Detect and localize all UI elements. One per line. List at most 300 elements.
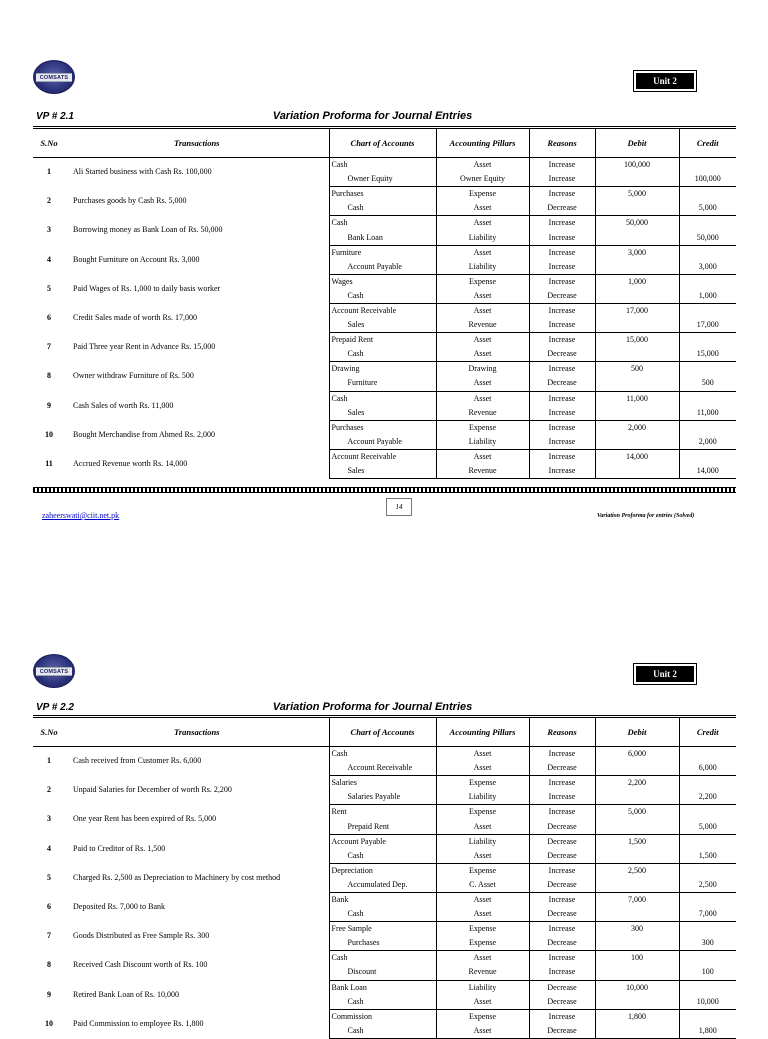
reason: Increase [529, 805, 595, 820]
serial-number: 2 [47, 785, 51, 795]
debit-amount: 15,000 [595, 333, 679, 348]
accounting-pillar: Asset [436, 951, 529, 966]
debit-amount: 14,000 [595, 449, 679, 464]
credit-amount: 15,000 [679, 347, 736, 362]
accounting-pillar: Asset [436, 303, 529, 318]
column-header: Debit [595, 128, 679, 158]
reason: Decrease [529, 347, 595, 362]
column-header: Credit [679, 717, 736, 747]
debit-amount [595, 230, 679, 245]
vp-number: VP # 2.2 [36, 702, 74, 713]
credit-amount: 100 [679, 965, 736, 980]
table-row-debit [33, 892, 736, 907]
chart-of-account: Prepaid Rent [329, 819, 436, 834]
reason: Decrease [529, 907, 595, 922]
reason: Increase [529, 318, 595, 333]
credit-amount: 500 [679, 376, 736, 391]
debit-amount [595, 819, 679, 834]
reason: Increase [529, 391, 595, 406]
accounting-pillar: Expense [436, 936, 529, 951]
column-header: Chart of Accounts [329, 128, 436, 158]
chart-of-account: Account Receivable [329, 761, 436, 776]
serial-number: 10 [45, 429, 53, 439]
table-row-debit [33, 747, 736, 762]
accounting-pillar: Asset [436, 1024, 529, 1039]
transaction-description: Owner withdraw Furniture of Rs. 500 [73, 371, 194, 381]
credit-amount: 2,500 [679, 878, 736, 893]
credit-amount [679, 158, 736, 173]
serial-number: 11 [45, 458, 53, 468]
debit-amount: 1,800 [595, 1009, 679, 1024]
transaction-description: Borrowing money as Bank Loan of Rs. 50,000 [73, 225, 223, 235]
chart-of-account: Cash [329, 1024, 436, 1039]
reason: Increase [529, 965, 595, 980]
credit-amount: 300 [679, 936, 736, 951]
credit-amount: 5,000 [679, 819, 736, 834]
column-header: Transactions [65, 717, 329, 747]
reason: Increase [529, 187, 595, 202]
chart-of-account: Purchases [329, 420, 436, 435]
reason: Increase [529, 464, 595, 479]
reason: Increase [529, 158, 595, 173]
reason: Increase [529, 274, 595, 289]
transaction-description: Charged Rs. 2,500 as Depreciation to Machinery by cost method [73, 872, 281, 882]
table-row-debit [33, 187, 736, 202]
chart-of-account: Cash [329, 347, 436, 362]
debit-amount [595, 289, 679, 304]
serial-number: 8 [47, 960, 51, 970]
table-header-row [33, 128, 736, 158]
reason: Increase [529, 260, 595, 275]
reason: Increase [529, 790, 595, 805]
serial-number: 7 [47, 931, 51, 941]
unit-badge [633, 663, 697, 685]
table-row-debit [33, 391, 736, 406]
debit-amount [595, 347, 679, 362]
reason: Decrease [529, 995, 595, 1010]
reason: Decrease [529, 201, 595, 216]
credit-amount [679, 980, 736, 995]
credit-amount: 6,000 [679, 761, 736, 776]
serial-number: 10 [45, 1018, 53, 1028]
table-row-debit [33, 245, 736, 260]
credit-amount: 50,000 [679, 230, 736, 245]
reason: Decrease [529, 1024, 595, 1039]
serial-number: 1 [47, 167, 51, 177]
debit-amount [595, 761, 679, 776]
debit-amount [595, 878, 679, 893]
unit-badge [633, 70, 697, 92]
debit-amount: 5,000 [595, 187, 679, 202]
credit-amount: 5,000 [679, 201, 736, 216]
transaction-description: Ali Started business with Cash Rs. 100,000 [73, 167, 212, 177]
credit-amount [679, 420, 736, 435]
chart-of-account: Commission [329, 1009, 436, 1024]
serial-number: 9 [47, 400, 51, 410]
credit-amount [679, 922, 736, 937]
transaction-description: Cash received from Customer Rs. 6,000 [73, 756, 202, 766]
table-row-debit [33, 274, 736, 289]
debit-amount [595, 907, 679, 922]
serial-number: 5 [47, 283, 51, 293]
debit-amount: 5,000 [595, 805, 679, 820]
table-row-debit [33, 980, 736, 995]
reason: Decrease [529, 849, 595, 864]
accounting-pillar: Drawing [436, 362, 529, 377]
reason: Increase [529, 776, 595, 791]
column-header: Debit [595, 717, 679, 747]
chart-of-account: Purchases [329, 936, 436, 951]
reason: Increase [529, 216, 595, 231]
reason: Increase [529, 230, 595, 245]
credit-amount [679, 747, 736, 762]
table-row-debit [33, 951, 736, 966]
reason: Increase [529, 420, 595, 435]
chart-of-account: Account Receivable [329, 449, 436, 464]
page-title: Variation Proforma for Journal Entries [272, 701, 473, 713]
column-header: S.No [33, 717, 65, 747]
credit-amount [679, 834, 736, 849]
credit-amount: 3,000 [679, 260, 736, 275]
debit-amount: 100,000 [595, 158, 679, 173]
chart-of-account: Cash [329, 216, 436, 231]
accounting-pillar: Asset [436, 907, 529, 922]
transaction-description: Deposited Rs. 7,000 to Bank [73, 902, 165, 912]
chart-of-account: Prepaid Rent [329, 333, 436, 348]
footer-note: Variation Proforma for entries (Solved) [597, 513, 695, 519]
serial-number: 9 [47, 989, 51, 999]
page-title: Variation Proforma for Journal Entries [272, 110, 473, 122]
credit-amount [679, 333, 736, 348]
chart-of-account: Free Sample [329, 922, 436, 937]
accounting-pillar: Liability [436, 790, 529, 805]
chart-of-account: Account Payable [329, 834, 436, 849]
chart-of-account: Account Payable [329, 260, 436, 275]
reason: Decrease [529, 936, 595, 951]
reason: Decrease [529, 834, 595, 849]
accounting-pillar: Asset [436, 216, 529, 231]
unit-label: Unit 2 [636, 666, 694, 682]
transaction-description: Paid to Creditor of Rs. 1,500 [73, 843, 166, 853]
debit-amount: 6,000 [595, 747, 679, 762]
debit-amount: 300 [595, 922, 679, 937]
chart-of-account: Depreciation [329, 863, 436, 878]
serial-number: 4 [47, 254, 51, 264]
accounting-pillar: Asset [436, 391, 529, 406]
chart-of-account: Bank [329, 892, 436, 907]
reason: Increase [529, 333, 595, 348]
chart-of-account: Furniture [329, 376, 436, 391]
chart-of-account: Purchases [329, 187, 436, 202]
vp-number: VP # 2.1 [36, 111, 74, 122]
accounting-pillar: Asset [436, 201, 529, 216]
accounting-pillar: Asset [436, 449, 529, 464]
chart-of-account: Discount [329, 965, 436, 980]
accounting-pillar: Asset [436, 245, 529, 260]
accounting-pillar: Liability [436, 834, 529, 849]
accounting-pillar: Asset [436, 347, 529, 362]
accounting-pillar: Asset [436, 289, 529, 304]
debit-amount [595, 172, 679, 187]
reason: Increase [529, 449, 595, 464]
debit-amount [595, 995, 679, 1010]
credit-amount [679, 303, 736, 318]
debit-amount: 500 [595, 362, 679, 377]
accounting-pillar: Asset [436, 761, 529, 776]
debit-amount: 11,000 [595, 391, 679, 406]
accounting-pillar: Revenue [436, 318, 529, 333]
reason: Increase [529, 362, 595, 377]
debit-amount [595, 1024, 679, 1039]
chart-of-account: Sales [329, 318, 436, 333]
debit-amount [595, 260, 679, 275]
reason: Increase [529, 863, 595, 878]
reason: Decrease [529, 980, 595, 995]
debit-amount: 17,000 [595, 303, 679, 318]
debit-amount: 1,500 [595, 834, 679, 849]
chart-of-account: Owner Equity [329, 172, 436, 187]
credit-amount [679, 216, 736, 231]
accounting-pillar: Asset [436, 995, 529, 1010]
chart-of-account: Account Payable [329, 435, 436, 450]
accounting-pillar: Expense [436, 187, 529, 202]
transaction-description: Paid Wages of Rs. 1,000 to daily basis worker [73, 283, 221, 293]
serial-number: 8 [47, 371, 51, 381]
transaction-description: Goods Distributed as Free Sample Rs. 300 [73, 931, 210, 941]
debit-amount [595, 965, 679, 980]
table-row-debit [33, 922, 736, 937]
accounting-pillar: Expense [436, 420, 529, 435]
accounting-pillar: Liability [436, 980, 529, 995]
transaction-description: Paid Three year Rent in Advance Rs. 15,000 [73, 342, 216, 352]
reason: Decrease [529, 289, 595, 304]
chart-of-account: Sales [329, 406, 436, 421]
debit-amount [595, 464, 679, 479]
chart-of-account: Drawing [329, 362, 436, 377]
column-header: Credit [679, 128, 736, 158]
credit-amount [679, 892, 736, 907]
chart-of-account: Cash [329, 391, 436, 406]
accounting-pillar: Asset [436, 333, 529, 348]
transaction-description: Retired Bank Loan of Rs. 10,000 [73, 989, 179, 999]
chart-of-account: Rent [329, 805, 436, 820]
transaction-description: Cash Sales of worth Rs. 11,000 [73, 400, 174, 410]
debit-amount [595, 318, 679, 333]
chart-of-account: Cash [329, 289, 436, 304]
comsats-logo [33, 60, 75, 94]
chart-of-account: Salaries Payable [329, 790, 436, 805]
reason: Decrease [529, 761, 595, 776]
debit-amount: 10,000 [595, 980, 679, 995]
table-row-debit [33, 216, 736, 231]
reason: Decrease [529, 819, 595, 834]
chart-of-account: Cash [329, 158, 436, 173]
accounting-pillar: C. Asset [436, 878, 529, 893]
debit-amount: 1,000 [595, 274, 679, 289]
chart-of-account: Cash [329, 907, 436, 922]
table-header-row [33, 717, 736, 747]
credit-amount [679, 776, 736, 791]
chart-of-account: Cash [329, 849, 436, 864]
transaction-description: Credit Sales made of worth Rs. 17,000 [73, 313, 197, 323]
reason: Increase [529, 1009, 595, 1024]
debit-amount [595, 790, 679, 805]
reason: Increase [529, 892, 595, 907]
serial-number: 6 [47, 313, 51, 323]
transaction-description: Unpaid Salaries for December of worth Rs. 2,200 [73, 785, 232, 795]
chart-of-account: Furniture [329, 245, 436, 260]
chart-of-account: Bank Loan [329, 230, 436, 245]
debit-amount: 2,000 [595, 420, 679, 435]
serial-number: 4 [47, 843, 51, 853]
accounting-pillar: Expense [436, 274, 529, 289]
debit-amount [595, 435, 679, 450]
accounting-pillar: Asset [436, 849, 529, 864]
reason: Increase [529, 951, 595, 966]
email-link[interactable]: zaheerswati@ciit.net.pk [42, 511, 120, 520]
journal-table [33, 715, 736, 1039]
debit-amount: 2,200 [595, 776, 679, 791]
credit-amount [679, 391, 736, 406]
table-row-debit [33, 303, 736, 318]
credit-amount: 1,000 [679, 289, 736, 304]
transaction-description: Received Cash Discount worth of Rs. 100 [73, 960, 208, 970]
accounting-pillar: Asset [436, 747, 529, 762]
chart-of-account: Wages [329, 274, 436, 289]
column-header: Chart of Accounts [329, 717, 436, 747]
accounting-pillar: Expense [436, 863, 529, 878]
debit-amount [595, 849, 679, 864]
reason: Decrease [529, 878, 595, 893]
accounting-pillar: Revenue [436, 965, 529, 980]
chart-of-account: Account Receivable [329, 303, 436, 318]
accounting-pillar: Revenue [436, 406, 529, 421]
column-header: S.No [33, 128, 65, 158]
chart-of-account: Cash [329, 951, 436, 966]
reason: Increase [529, 406, 595, 421]
transaction-description: Paid Commission to employee Rs. 1,800 [73, 1018, 204, 1028]
credit-amount [679, 951, 736, 966]
table-row-debit [33, 834, 736, 849]
accounting-pillar: Asset [436, 819, 529, 834]
credit-amount [679, 449, 736, 464]
accounting-pillar: Expense [436, 1009, 529, 1024]
transaction-description: Accrued Revenue worth Rs. 14,000 [73, 458, 188, 468]
credit-amount [679, 1009, 736, 1024]
transaction-description: Purchases goods by Cash Rs. 5,000 [73, 196, 187, 206]
serial-number: 1 [47, 756, 51, 766]
accounting-pillar: Asset [436, 376, 529, 391]
accounting-pillar: Expense [436, 805, 529, 820]
debit-amount: 50,000 [595, 216, 679, 231]
serial-number: 3 [47, 225, 51, 235]
unit-label: Unit 2 [636, 73, 694, 89]
column-header: Reasons [529, 717, 595, 747]
column-header: Transactions [65, 128, 329, 158]
debit-amount [595, 406, 679, 421]
table-row-debit [33, 449, 736, 464]
accounting-pillar: Owner Equity [436, 172, 529, 187]
credit-amount [679, 805, 736, 820]
credit-amount: 7,000 [679, 907, 736, 922]
accounting-pillar: Liability [436, 260, 529, 275]
page-number: 14 [386, 498, 412, 516]
credit-amount: 2,000 [679, 435, 736, 450]
debit-amount [595, 376, 679, 391]
reason: Increase [529, 172, 595, 187]
accounting-pillar: Expense [436, 922, 529, 937]
journal-table [33, 126, 736, 479]
reason: Increase [529, 747, 595, 762]
table-row-debit [33, 776, 736, 791]
serial-number: 3 [47, 814, 51, 824]
table-row-debit [33, 362, 736, 377]
chart-of-account: Cash [329, 201, 436, 216]
reason: Increase [529, 435, 595, 450]
debit-amount: 2,500 [595, 863, 679, 878]
credit-amount: 17,000 [679, 318, 736, 333]
table-row-debit [33, 158, 736, 173]
serial-number: 5 [47, 872, 51, 882]
chart-of-account: Accumulated Dep. [329, 878, 436, 893]
reason: Increase [529, 922, 595, 937]
credit-amount [679, 362, 736, 377]
table-row-debit [33, 333, 736, 348]
accounting-pillar: Asset [436, 158, 529, 173]
accounting-pillar: Revenue [436, 464, 529, 479]
accounting-pillar: Liability [436, 435, 529, 450]
credit-amount [679, 274, 736, 289]
column-header: Accounting Pillars [436, 717, 529, 747]
footer-divider [33, 487, 736, 493]
credit-amount: 1,500 [679, 849, 736, 864]
transaction-description: Bought Merchandise from Ahmed Rs. 2,000 [73, 429, 215, 439]
logo-text: COMSATS [36, 73, 72, 82]
accounting-pillar: Expense [436, 776, 529, 791]
credit-amount [679, 187, 736, 202]
credit-amount [679, 863, 736, 878]
debit-amount: 100 [595, 951, 679, 966]
serial-number: 6 [47, 902, 51, 912]
credit-amount: 10,000 [679, 995, 736, 1010]
debit-amount: 7,000 [595, 892, 679, 907]
column-header: Accounting Pillars [436, 128, 529, 158]
chart-of-account: Sales [329, 464, 436, 479]
reason: Increase [529, 303, 595, 318]
accounting-pillar: Asset [436, 892, 529, 907]
reason: Decrease [529, 376, 595, 391]
table-row-debit [33, 1009, 736, 1024]
table-row-debit [33, 420, 736, 435]
comsats-logo [33, 654, 75, 688]
column-header: Reasons [529, 128, 595, 158]
table-row-debit [33, 863, 736, 878]
logo-text: COMSATS [36, 667, 72, 676]
serial-number: 7 [47, 342, 51, 352]
transaction-description: One year Rent has been expired of Rs. 5,000 [73, 814, 217, 824]
accounting-pillar: Liability [436, 230, 529, 245]
credit-amount: 100,000 [679, 172, 736, 187]
debit-amount [595, 201, 679, 216]
table-row-debit [33, 805, 736, 820]
credit-amount [679, 245, 736, 260]
chart-of-account: Salaries [329, 776, 436, 791]
credit-amount: 14,000 [679, 464, 736, 479]
debit-amount: 3,000 [595, 245, 679, 260]
credit-amount: 1,800 [679, 1024, 736, 1039]
chart-of-account: Cash [329, 995, 436, 1010]
serial-number: 2 [47, 196, 51, 206]
